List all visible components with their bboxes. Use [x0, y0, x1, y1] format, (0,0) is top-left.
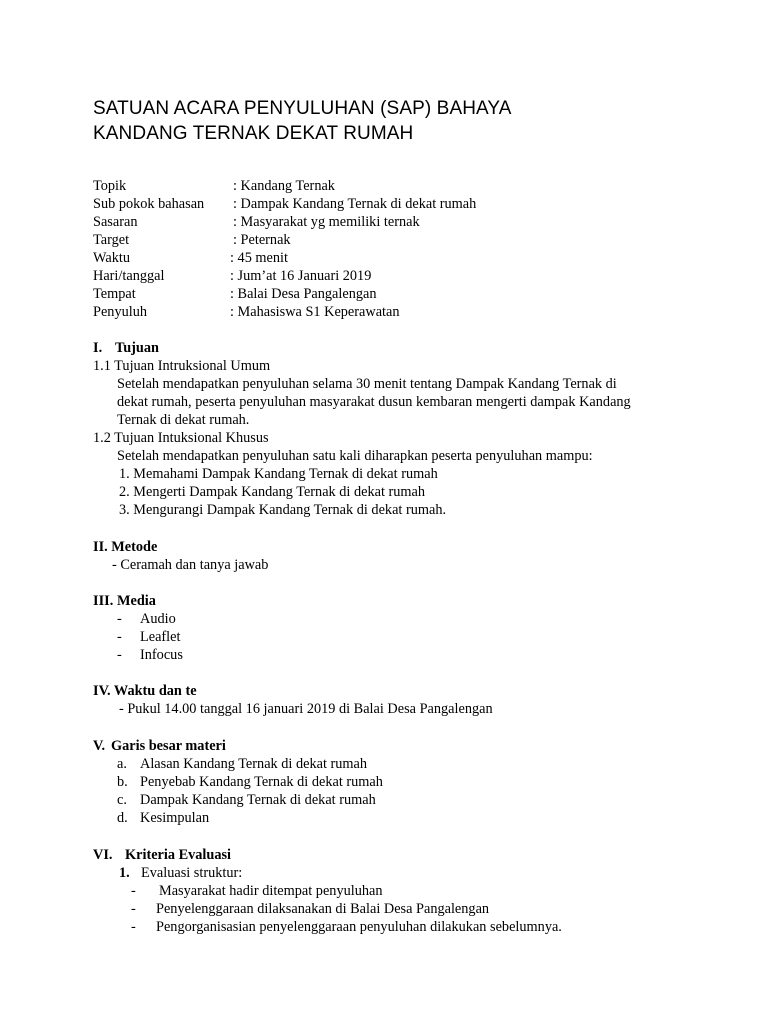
tujuan-khusus-item: 3. Mengurangi Dampak Kandang Ternak di dekat rumah. — [119, 502, 447, 518]
info-value-hari-tanggal: : Jum’at 16 Januari 2019 — [230, 268, 372, 284]
info-label-hari-tanggal: Hari/tanggal — [93, 268, 165, 284]
info-value-penyuluh: : Mahasiswa S1 Keperawatan — [230, 304, 400, 320]
tujuan-umum-text-line-2: dekat rumah, peserta penyuluhan masyarakat dusun kembaran mengerti dampak Kandang — [117, 394, 631, 410]
evaluasi-sub-heading: Evaluasi struktur: — [141, 865, 243, 881]
tujuan-khusus-heading: 1.2 Tujuan Intuksional Khusus — [93, 430, 269, 446]
info-value-target: : Peternak — [233, 232, 291, 248]
info-value-topik: : Kandang Ternak — [233, 178, 335, 194]
tujuan-umum-heading: 1.1 Tujuan Intruksional Umum — [93, 358, 271, 374]
title-line-2: KANDANG TERNAK DEKAT RUMAH — [93, 123, 414, 144]
section-number: III. — [93, 593, 114, 609]
section-heading: II. Metode — [93, 539, 158, 555]
info-label-waktu: Waktu — [93, 250, 130, 266]
media-item-audio: Audio — [140, 611, 176, 627]
list-bullet: c. — [117, 792, 127, 808]
info-value-tempat: : Balai Desa Pangalengan — [230, 286, 377, 302]
info-label-penyuluh: Penyuluh — [93, 304, 148, 320]
title-line-1: SATUAN ACARA PENYULUHAN (SAP) BAHAYA — [93, 98, 512, 119]
section-number: I. — [93, 340, 103, 356]
list-bullet: - — [131, 883, 136, 899]
evaluasi-sub-number: 1. — [119, 865, 130, 881]
media-item-leaflet: Leaflet — [140, 629, 181, 645]
list-bullet: - — [117, 611, 122, 627]
tujuan-khusus-intro: Setelah mendapatkan penyuluhan satu kali diharapkan peserta penyuluhan mampu: — [117, 448, 593, 464]
section-heading: Tujuan — [115, 340, 159, 356]
info-label-target: Target — [93, 232, 130, 248]
info-value-waktu: : 45 menit — [230, 250, 288, 266]
list-bullet: - — [117, 647, 122, 663]
tujuan-khusus-item: 2. Mengerti Dampak Kandang Ternak di dekat rumah — [119, 484, 426, 500]
section-heading: Kriteria Evaluasi — [125, 847, 232, 863]
waktu-item: - Pukul 14.00 tanggal 16 januari 2019 di Balai Desa Pangalengan — [119, 701, 493, 717]
info-label-tempat: Tempat — [93, 286, 136, 302]
section-number: V. — [93, 738, 106, 754]
list-bullet: - — [131, 901, 136, 917]
list-bullet: d. — [117, 810, 128, 826]
evaluasi-item: Penyelenggaraan dilaksanakan di Balai Desa Pangalengan — [156, 901, 490, 917]
evaluasi-item: Pengorganisasian penyelenggaraan penyuluhan dilakukan sebelumnya. — [156, 919, 562, 935]
section-heading: IV. Waktu dan te — [93, 683, 197, 699]
list-bullet: b. — [117, 774, 128, 790]
materi-item: Alasan Kandang Ternak di dekat rumah — [140, 756, 368, 772]
materi-item: Penyebab Kandang Ternak di dekat rumah — [140, 774, 383, 790]
info-label-topik: Topik — [93, 178, 127, 194]
section-heading: Media — [117, 593, 156, 609]
info-label-sub-pokok: Sub pokok bahasan — [93, 196, 205, 212]
section-heading: Garis besar materi — [111, 738, 226, 754]
evaluasi-item: Masyarakat hadir ditempat penyuluhan — [159, 883, 383, 899]
materi-item: Kesimpulan — [140, 810, 210, 826]
tujuan-khusus-item: 1. Memahami Dampak Kandang Ternak di dekat rumah — [119, 466, 438, 482]
section-number: VI. — [93, 847, 113, 863]
list-bullet: - — [117, 629, 122, 645]
document-title — [93, 96, 512, 146]
info-value-sasaran: : Masyarakat yg memiliki ternak — [233, 214, 420, 230]
tujuan-umum-text-line-3: Ternak di dekat rumah. — [117, 412, 250, 428]
list-bullet: a. — [117, 756, 127, 772]
metode-item: - Ceramah dan tanya jawab — [112, 557, 269, 573]
info-label-sasaran: Sasaran — [93, 214, 138, 230]
info-value-sub-pokok: : Dampak Kandang Ternak di dekat rumah — [233, 196, 477, 212]
tujuan-umum-text-line-1: Setelah mendapatkan penyuluhan selama 30 menit tentang Dampak Kandang Ternak di — [117, 376, 617, 392]
media-item-infocus: Infocus — [140, 647, 183, 663]
materi-item: Dampak Kandang Ternak di dekat rumah — [140, 792, 376, 808]
list-bullet: - — [131, 919, 136, 935]
